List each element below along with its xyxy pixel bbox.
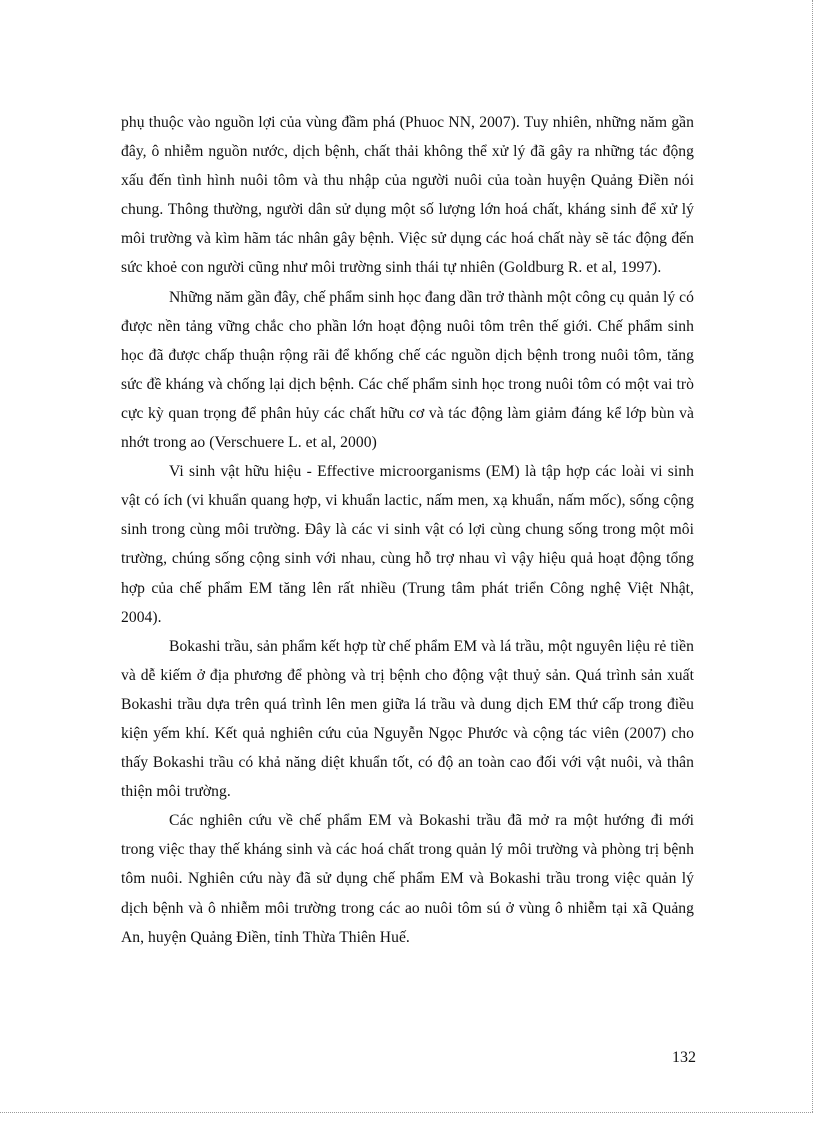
paragraph-1: phụ thuộc vào nguồn lợi của vùng đầm phá (Phuoc NN, 2007). Tuy nhiên, những năm gần đây, ô nhiễm nguồn nước, dịch bệnh, chất thải không thể xử lý đã gây ra những tác động xấu đến tình hình nuôi tôm và thu nhập của người nuôi của toàn huyện Quảng Điền nói chung. Thông thường, người dân sử dụng một số lượng lớn hoá chất, kháng sinh để xử lý môi trường và kìm hãm tác nhân gây bệnh. Việc sử dụng các hoá chất này sẽ tác động đến sức khoẻ con người cũng như môi trường sinh thái tự nhiên (Goldburg R. et al, 1997). [121,114,694,277]
paragraph-2: Những năm gần đây, chế phẩm sinh học đang dần trở thành một công cụ quản lý có được nền tảng vững chắc cho phần lớn hoạt động nuôi tôm trên thế giới. Chế phẩm sinh học đã được chấp thuận rộng rãi để khống chế các nguồn dịch bệnh trong nuôi tôm, tăng sức đề kháng và chống lại dịch bệnh. Các chế phẩm sinh học trong nuôi tôm có một vai trò cực kỳ quan trọng để phân hủy các chất hữu cơ và tác động làm giảm đáng kể lớp bùn và nhớt trong ao (Verschuere L. et al, 2000) [121,288,694,452]
page-number: 132 [672,1049,696,1066]
page-border-right [812,0,813,1112]
paragraph-4: Bokashi trầu, sản phẩm kết hợp từ chế phẩm EM và lá trầu, một nguyên liệu rẻ tiền và dễ kiếm ở địa phương để phòng và trị bệnh cho động vật thuỷ sản. Quá trình sản xuất Bokashi trầu dựa trên quá trình lên men giữa lá trầu và dung dịch EM thứ cấp trong điều kiện yếm khí. Kết quả nghiên cứu của Nguyễn Ngọc Phước và cộng tác viên (2007) cho thấy Bokashi trầu có khả năng diệt khuẩn tốt, có độ an toàn cao đối với vật nuôi, và thân thiện môi trường. [121,637,694,801]
document-body [121,108,694,952]
paragraph-3: Vi sinh vật hữu hiệu - Effective microorganisms (EM) là tập hợp các loài vi sinh vật có ích (vi khuẩn quang hợp, vi khuẩn lactic, nấm men, xạ khuẩn, nấm mốc), sống cộng sinh trong cùng môi trường. Đây là các vi sinh vật có lợi cùng chung sống trong một môi trường, chúng sống cộng sinh với nhau, cùng hỗ trợ nhau vì vậy hiệu quả hoạt động tổng hợp của chế phẩm EM tăng lên rất nhiều (Trung tâm phát triển Công nghệ Việt Nhật, 2004). [121,463,694,626]
page-border-bottom [0,1112,813,1113]
paragraph-5: Các nghiên cứu về chế phẩm EM và Bokashi trầu đã mở ra một hướng đi mới trong việc thay thế kháng sinh và các hoá chất trong quản lý môi trường và phòng trị bệnh tôm nuôi. Nghiên cứu này đã sử dụng chế phẩm EM và Bokashi trầu trong việc quản lý dịch bệnh và ô nhiễm môi trường trong các ao nuôi tôm sú ở vùng ô nhiễm tại xã Quảng An, huyện Quảng Điền, tỉnh Thừa Thiên Huế. [121,812,694,946]
